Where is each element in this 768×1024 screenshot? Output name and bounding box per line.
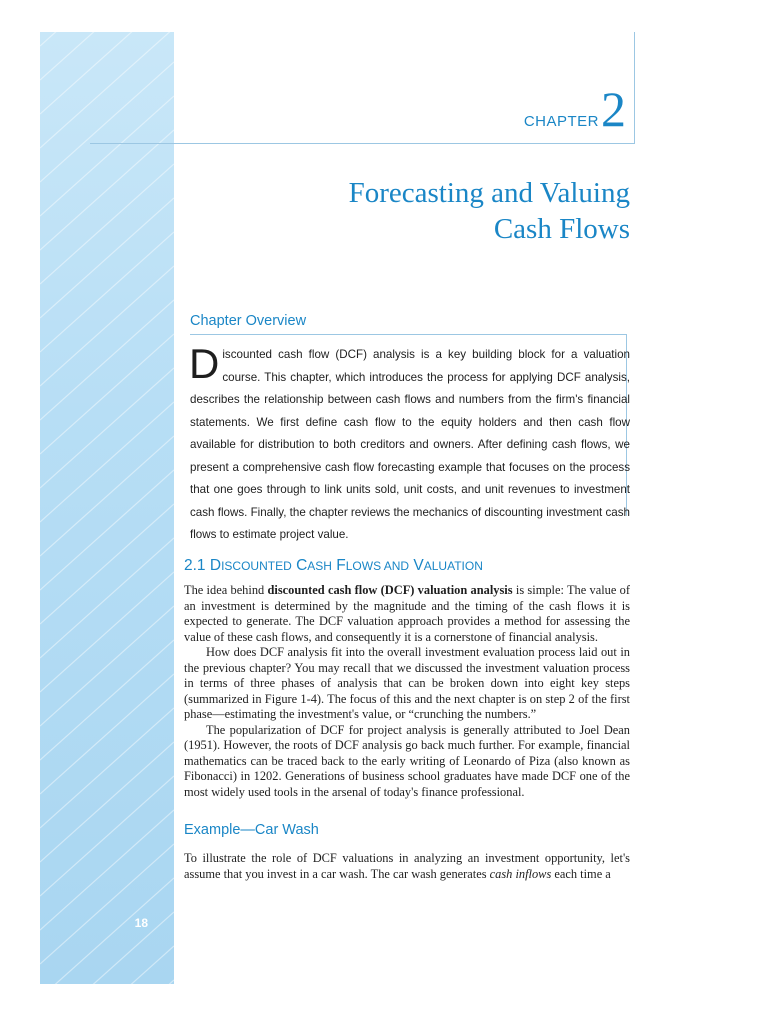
diagonal-line [40,878,174,984]
diagonal-line [40,606,174,726]
drop-cap: D [189,340,220,387]
diagonal-line [40,640,174,760]
chapter-label [400,81,626,137]
diagonal-line [40,62,174,182]
chapter-word: CHAPTER [523,113,599,130]
chapter-title-line-1: Forecasting and Valuing [348,177,630,209]
diagonal-line [40,32,174,114]
chapter-number: 2 [601,81,626,137]
diagonal-line [40,844,174,964]
diagonal-line [40,232,174,352]
diagonal-line [40,32,174,148]
diagonal-line [40,708,174,828]
diagonal-line [40,32,174,80]
section-title-word-2: CASH [296,557,332,574]
overview-horizontal-rule [190,334,626,335]
section-body [184,583,630,800]
chapter-title [250,175,630,247]
page-number: 18 [134,916,148,930]
diagonal-line [40,300,174,420]
italic-term: cash inflows [489,866,552,881]
section-title-word-4: VALUATION [413,557,483,574]
diagonal-line [40,538,174,658]
diagonal-line [40,96,174,216]
diagonal-line [40,674,174,794]
section-heading [184,557,483,575]
diagonal-line [40,198,174,318]
diagonal-lines-pattern [40,32,174,984]
diagonal-line [40,572,174,692]
diagonal-line [40,436,174,556]
example-heading: Example—Car Wash [184,822,319,838]
diagonal-line [40,742,174,862]
diagonal-line [40,368,174,488]
section-paragraph-1: The idea behind discounted cash flow (DCF) valuation analysis is simple: The value of an investment is determined by the magnitude and the timing of the cash flows it is expected to generate. The DCF valuation approach provides a method for assessing the value of these cash flows, and consequently it is a cornerstone of financial analysis. [184,583,630,644]
overview-body: iscounted cash flow (DCF) analysis is a key building block for a valuation course. This chapter, which introduces the process for applying DCF analysis, describes the relationship between cash flows and numbers from the firm's financial statements. We first define cash flow to the equity holders and then cash flow available for distribution to both creditors and owners. After defining cash flows, we present a comprehensive cash flow forecasting example that focuses on the process that one goes through to link units sold, unit costs, and unit revenues to investment cash flows. Finally, the chapter reviews the mechanics of discounting investment cash flows to estimate project value. [190,348,630,541]
overview-heading: Chapter Overview [190,313,307,329]
diagonal-line [40,164,174,284]
diagonal-line [40,32,174,46]
diagonal-line [40,946,174,984]
diagonal-line [40,810,174,930]
diagonal-line [40,402,174,522]
decorative-side-band [40,32,174,984]
section-paragraph-3: The popularization of DCF for project analysis is generally attributed to Joel Dean (1951). However, the roots of DCF analysis go back much further. For example, financial mathematics can be traced back to the early writing of Leonardo of Piza (also known as Fibonacci) in 1202. Generations of business school graduates have made DCF one of the most widely used tools in the arsenal of today's finance professional. [184,722,630,799]
diagonal-line [40,334,174,454]
diagonal-line [40,470,174,590]
section-paragraph-2: How does DCF analysis fit into the overall investment evaluation process laid out in the previous chapter? You may recall that we discussed the investment valuation process in terms of three phases of analysis that can be broken down into eight key steps (summarized in Figure 1-4). The focus of this and the next chapter is on step 2 of the first phase—estimating the investment's value, or “crunching the numbers.” [184,645,630,721]
chapter-vertical-rule [634,32,635,144]
chapter-title-line-2: Cash Flows [493,213,630,245]
section-title-word-3: FLOWS AND [336,557,410,574]
section-number: 2.1 [184,557,206,574]
diagonal-line [40,504,174,624]
overview-paragraph [189,340,630,547]
diagonal-line [40,130,174,250]
key-term: discounted cash flow (DCF) valuation analysis [267,583,513,597]
section-title-word-1: DISCOUNTED [209,557,292,574]
example-paragraph: To illustrate the role of DCF valuations in analyzing an investment opportunity, let's assume that you invest in a car wash. The car wash generates cash inflows each time a [184,851,630,881]
diagonal-line [40,266,174,386]
chapter-horizontal-rule [90,143,635,144]
diagonal-line [40,776,174,896]
